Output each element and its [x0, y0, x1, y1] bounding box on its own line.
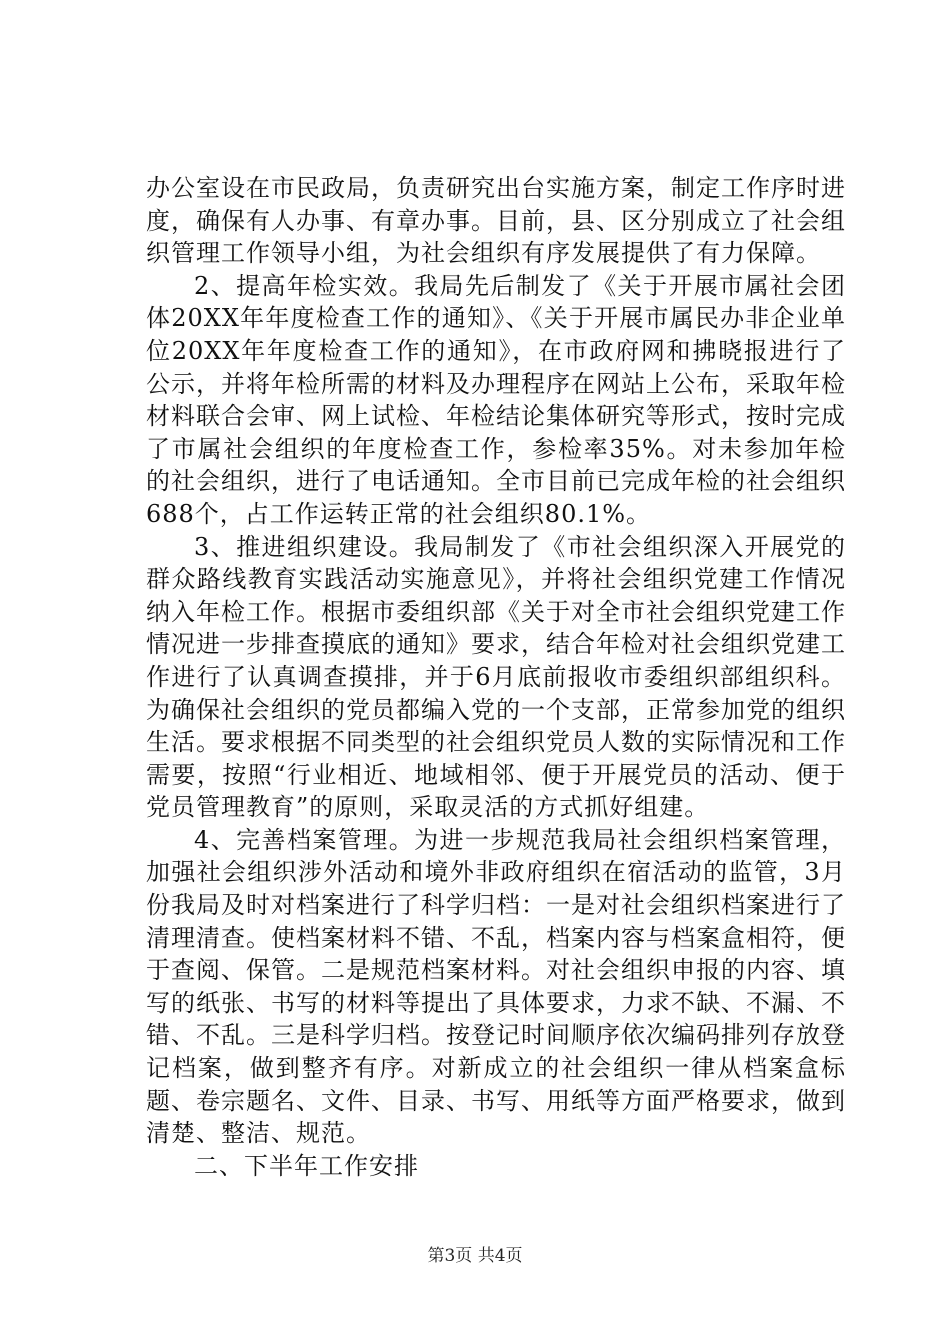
paragraph-annual-inspection: 2、提高年检实效。我局先后制发了《关于开展市属社会团体20XX年年度检查工作的通知》、《关于开展市属民办非企业单位20XX年年度检查工作的通知》，在市政府网和拂晓报进行了公示，并将年检所需的材料及办理程序在网站上公布，采取年检材料联合会审、网上试检、年检结论集体研究等形式，按时完成了市属社会组织的年度检查工作，参检率35%。对未参加年检的社会组织，进行了电话通知。全市目前已完成年检的社会组织688个，占工作运转正常的社会组织80.1%。	[146, 271, 846, 528]
paragraph-continuation: 办公室设在市民政局，负责研究出台实施方案，制定工作序时进度，确保有人办事、有章办事。目前，县、区分别成立了社会组织管理工作领导小组，为社会组织有序发展提供了有力保障。	[146, 174, 846, 268]
document-body	[146, 172, 846, 1182]
section-heading-second-half-plan: 二、下半年工作安排	[194, 1151, 419, 1180]
paragraph-archive-management: 4、完善档案管理。为进一步规范我局社会组织档案管理，加强社会组织涉外活动和境外非政府组织在宿活动的监管，3月份我局及时对档案进行了科学归档：一是对社会组织档案进行了清理清查。使档案材料不错、不乱，档案内容与档案盒相符，便于查阅、保管。二是规范档案材料。对社会组织申报的内容、填写的纸张、书写的材料等提出了具体要求，力求不缺、不漏、不错、不乱。三是科学归档。按登记时间顺序依次编码排列存放登记档案，做到整齐有序。对新成立的社会组织一律从档案盒标题、卷宗题名、文件、目录、书写、用纸等方面严格要求，做到清楚、整洁、规范。	[146, 825, 846, 1148]
paragraph-organization-building: 3、推进组织建设。我局制发了《市社会组织深入开展党的群众路线教育实践活动实施意见》，并将社会组织党建工作情况纳入年检工作。根据市委组织部《关于对全市社会组织党建工作情况进一步排查摸底的通知》要求，结合年检对社会组织党建工作进行了认真调查摸排，并于6月底前报收市委组织部组织科。为确保社会组织的党员都编入党的一个支部，正常参加党的组织生活。要求根据不同类型的社会组织党员人数的实际情况和工作需要，按照“行业相近、地域相邻、便于开展党员的活动、便于党员管理教育”的原则，采取灵活的方式抓好组建。	[146, 532, 846, 822]
page-footer: 第3页 共4页	[427, 1246, 523, 1266]
